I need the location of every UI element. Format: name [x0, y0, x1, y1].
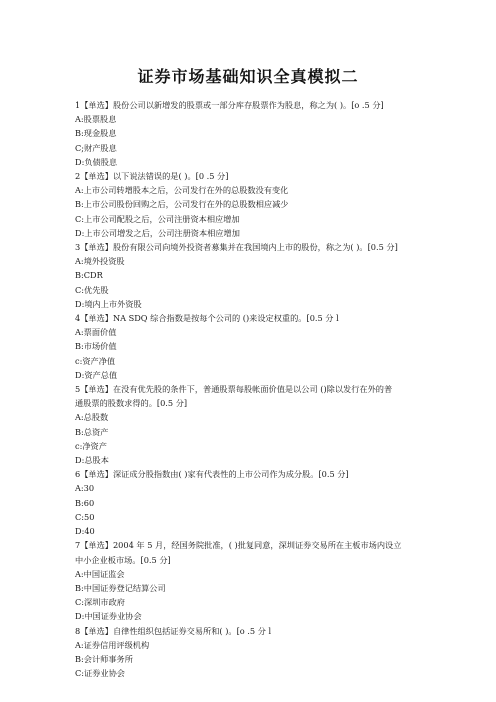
- text-line: D:上市公司增发之后，公司注册资本相应增加: [75, 227, 240, 238]
- text-line: A:上市公司转增股本之后，公司发行在外的总股数没有变化: [75, 185, 289, 196]
- text-line: C:上市公司配股之后，公司注册资本相应增加: [75, 213, 240, 224]
- text-line: A:中国证监会: [75, 568, 125, 579]
- text-line: D:总股本: [75, 455, 109, 466]
- text-line: C:深圳市政府: [75, 597, 125, 608]
- text-line: B:CDR: [75, 270, 103, 281]
- text-line: 4【单选】NA SDQ 综合指数是按每个公司的 ()来设定权重的。[0.5 分 l: [75, 313, 339, 324]
- text-line: 6【单选】深证成分股指数由( )家有代表性的上市公司作为成分股。[0.5 分]: [75, 469, 349, 480]
- text-line: A:票面价值: [75, 327, 117, 338]
- text-line: 1【单选】股份公司以新增发的股票或一部分库存股票作为股息，称之为( )。[o .5 分]: [75, 100, 384, 110]
- document-title: 证券市场基础知识全真模拟二: [137, 67, 359, 86]
- text-line: B:中国证券登记结算公司: [75, 582, 166, 593]
- text-line: B:会计师事务所: [75, 653, 133, 664]
- text-line: c:净资产: [75, 440, 107, 451]
- text-line: B:市场价值: [75, 341, 117, 352]
- text-line: D:境内上市外资股: [75, 298, 142, 309]
- text-line: C:优先股: [75, 284, 109, 295]
- text-line: C;财产股息: [75, 142, 117, 153]
- text-line: D:40: [75, 526, 95, 537]
- text-line: c:资产净值: [75, 355, 116, 366]
- text-line: C:50: [75, 511, 95, 522]
- text-line: 中小企业板市场。[0.5 分]: [75, 554, 171, 565]
- text-line: 8【单选】自律性组织包括证券交易所和( )。[o .5 分 l: [75, 625, 272, 636]
- text-line: B:现金股息: [75, 128, 117, 139]
- text-line: 7【单选】2004 年 5 月，经国务院批准，( )批复同意，深圳证券交易所在主板市场内设立: [75, 540, 402, 551]
- text-line: 通股票的股数求得的。[0.5 分]: [75, 398, 188, 409]
- text-line: D:中国证券业协会: [75, 611, 142, 622]
- text-line: A:境外投资股: [75, 256, 125, 267]
- question-list: [75, 98, 435, 680]
- text-line: 3【单选】股份有限公司向境外投资者募集并在我国境内上市的股份，称之为( )。[0.5 分]: [75, 242, 398, 253]
- text-line: B:上市公司股份回购之后，公司发行在外的总股数相应减少: [75, 199, 289, 210]
- text-line: B:总资产: [75, 426, 109, 437]
- text-line: A:股票股息: [75, 114, 117, 125]
- text-line: A:总股数: [75, 412, 109, 423]
- text-line: D:资产总值: [75, 369, 118, 380]
- text-line: 5【单选】在没有优先股的条件下，普通股票每股帐面价值是以公司 ()除以发行在外的普: [75, 384, 393, 395]
- text-line: A:证券信用评级机构: [75, 639, 150, 650]
- text-line: A:30: [75, 483, 95, 494]
- text-line: B:60: [75, 497, 95, 508]
- text-line: C:证券业协会: [75, 668, 125, 679]
- text-line: D:负债股息: [75, 156, 118, 167]
- text-line: 2【单选】以下说法错误的是( )。[0 .5 分]: [75, 171, 229, 182]
